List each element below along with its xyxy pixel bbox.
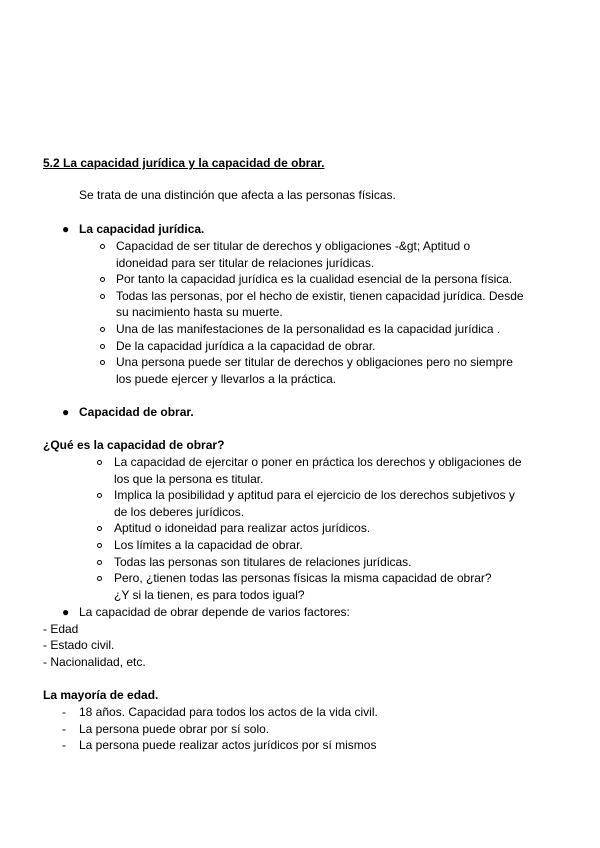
heading-capacidad-obrar: Capacidad de obrar.: [79, 405, 194, 419]
circle-bullet-icon: [97, 560, 102, 565]
circle-bullet-icon: [100, 327, 105, 332]
section-title: 5.2 La capacidad jurídica y la capacidad de obrar.: [43, 156, 325, 170]
majority-item: 18 años. Capacidad para todos los actos de la vida civil.: [79, 705, 378, 719]
list-item-line: Capacidad de ser titular de derechos y obligaciones -&gt; Aptitud o: [116, 239, 471, 253]
circle-bullet-icon: [97, 493, 102, 498]
list-item-line: Implica la posibilidad y aptitud para el ejercicio de los derechos subjetivos y: [114, 488, 515, 503]
list-item-line: los puede ejercer y llevarlos a la práctica.: [116, 371, 337, 386]
factor-line: - Edad: [43, 622, 79, 636]
intro-text: Se trata de una distinción que afecta a las personas físicas.: [79, 188, 396, 202]
list-item-line: Todas las personas, por el hecho de existir, tienen capacidad jurídica. Desde: [116, 288, 524, 303]
list-item-line: Pero, ¿tienen todas las personas físicas la misma capacidad de obrar?: [114, 571, 492, 586]
circle-bullet-icon: [100, 244, 105, 249]
circle-bullet-icon: [97, 460, 102, 465]
factor-line: - Estado civil.: [43, 638, 115, 652]
list-item-line: Una persona puede ser titular de derechos y obligaciones pero no siempre: [116, 355, 513, 370]
bullet-dot-icon: ●: [62, 222, 70, 236]
list-item-line: Por tanto la capacidad jurídica es la cualidad esencial de la persona física.: [116, 272, 513, 287]
circle-bullet-icon: [97, 526, 102, 531]
heading-capacidad-juridica: La capacidad jurídica.: [79, 222, 205, 236]
list-item-line: Aptitud o idoneidad para realizar actos jurídicos.: [114, 521, 371, 536]
circle-bullet-icon: [100, 344, 105, 349]
list-item-line: De la capacidad jurídica a la capacidad de obrar.: [116, 338, 376, 353]
dash-marker: -: [62, 738, 66, 752]
factor-line: - Nacionalidad, etc.: [43, 655, 146, 669]
factors-bullet: La capacidad de obrar depende de varios factores:: [79, 605, 350, 619]
dash-marker: -: [62, 722, 66, 736]
list-item-line: Los límites a la capacidad de obrar.: [114, 538, 303, 552]
list-item-line: La capacidad de ejercitar o poner en práctica los derechos y obligaciones de: [114, 455, 522, 469]
circle-bullet-icon: [100, 360, 105, 365]
circle-bullet-icon: [97, 576, 102, 581]
circle-bullet-icon: [97, 543, 102, 548]
list-item-line: Todas las personas son titulares de relaciones jurídicas.: [114, 554, 412, 569]
majority-item: La persona puede realizar actos jurídicos por sí mismos: [79, 738, 377, 752]
list-item-line: ¿Y si la tienen, es para todos igual?: [114, 587, 305, 602]
list-item-line: los que la persona es titular.: [114, 471, 264, 486]
list-item-line: Una de las manifestaciones de la personalidad es la capacidad jurídica .: [116, 322, 501, 336]
majority-item: La persona puede obrar por sí solo.: [79, 722, 270, 736]
bullet-dot-icon: ●: [62, 605, 70, 619]
dash-marker: -: [62, 705, 66, 719]
majority-heading: La mayoría de edad.: [43, 688, 159, 702]
circle-bullet-icon: [100, 294, 105, 299]
circle-bullet-icon: [100, 277, 105, 282]
bullet-dot-icon: ●: [62, 405, 70, 419]
list-item-line: su nacimiento hasta su muerte.: [116, 305, 283, 320]
question-heading: ¿Qué es la capacidad de obrar?: [43, 438, 225, 452]
list-item-line: idoneidad para ser titular de relaciones jurídicas.: [116, 255, 375, 270]
list-item-line: de los deberes jurídicos.: [114, 504, 245, 519]
